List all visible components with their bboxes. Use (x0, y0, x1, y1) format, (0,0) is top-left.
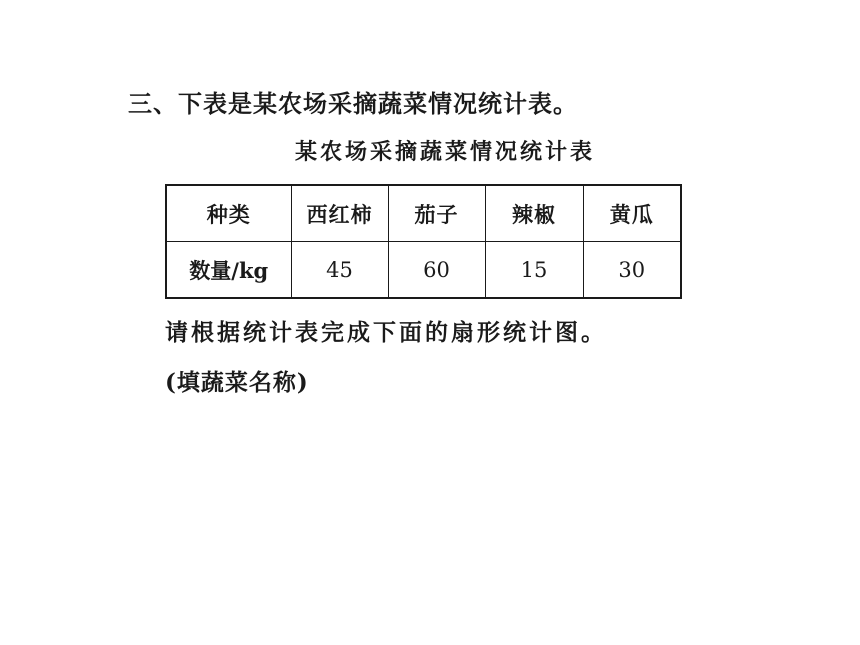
row-label-quantity: 数量/kg (166, 242, 291, 299)
header-cell-eggplant: 茄子 (388, 185, 485, 242)
table-title: 某农场采摘蔬菜情况统计表 (294, 139, 595, 165)
value-cell-cucumber: 30 (583, 242, 681, 299)
table-data-row (166, 242, 681, 299)
header-cell-cucumber: 黄瓜 (583, 185, 681, 242)
header-cell-category: 种类 (166, 185, 291, 242)
statistics-table (165, 184, 682, 299)
table-header-row (166, 185, 681, 242)
header-cell-pepper: 辣椒 (485, 185, 583, 242)
value-cell-pepper: 15 (485, 242, 583, 299)
value-cell-tomato: 45 (291, 242, 388, 299)
value-cell-eggplant: 60 (388, 242, 485, 299)
instruction-hint: (填蔬菜名称) (165, 369, 309, 396)
header-cell-tomato: 西红柿 (291, 185, 388, 242)
question-heading: 三、下表是某农场采摘蔬菜情况统计表。 (128, 90, 578, 118)
instruction-text: 请根据统计表完成下面的扇形统计图。 (165, 319, 607, 346)
